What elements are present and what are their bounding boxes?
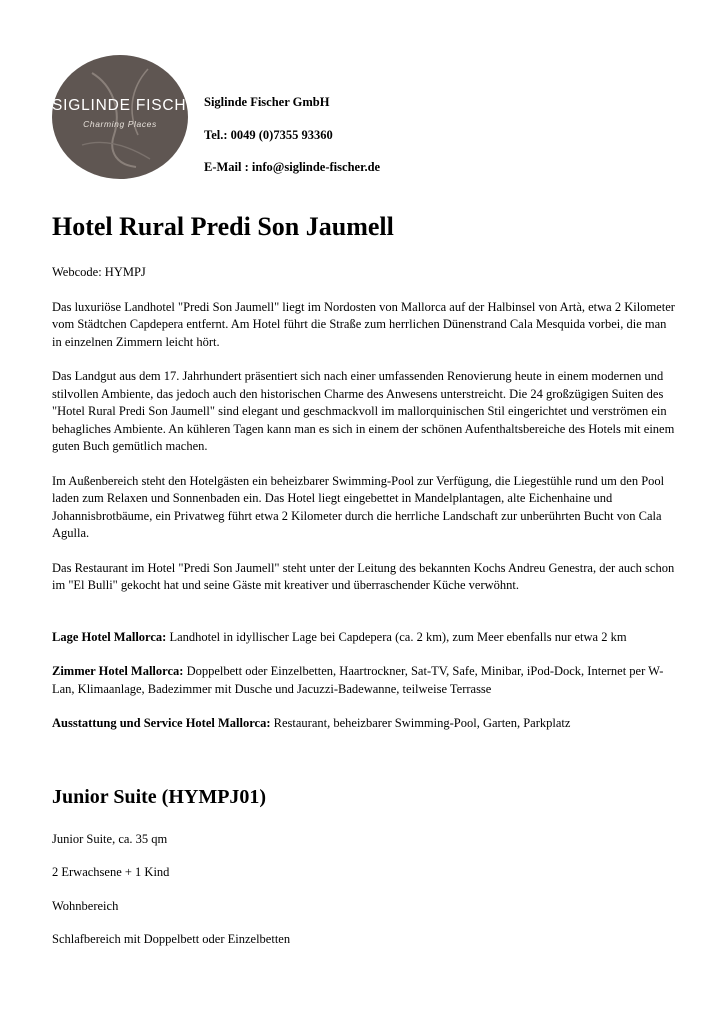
- webcode: Webcode: HYMPJ: [52, 265, 146, 279]
- feature-amenities: [52, 715, 677, 733]
- feature-text: Restaurant, beheizbarer Swimming-Pool, Garten, Parkplatz: [270, 716, 571, 730]
- description-paragraph: Das Restaurant im Hotel "Predi Son Jaumell" steht unter der Leitung des bekannten Kochs Andreu Genestra, der auch schon im "El Bulli" gekocht hat und seine Gäste mit kreativer und überraschender Küche verwöhnt.: [52, 560, 675, 592]
- room-detail: 2 Erwachsene + 1 Kind: [52, 865, 170, 879]
- description-paragraph: Im Außenbereich steht den Hotelgästen ein beheizbarer Swimming-Pool zur Verfügung, die Liegestühle rund um den Pool laden zum Relaxen und Sonnenbaden ein. Das Hotel liegt eingebettet in Mandelplantagen, alte Eichenhaine und Johannisbrotbäume, ein Privatweg führt etwa 2 Kilometer durch die herrliche Landschaft zur unberührten Bucht von Cala Agulla.: [52, 473, 665, 540]
- description-paragraph: Das Landgut aus dem 17. Jahrhundert präsentiert sich nach einer umfassenden Renovierung heute in einem modernen und stilvollen Ambiente, das jedoch auch den historischen Charme des Anwesens unterstreicht. Die 24 großzügigen Suiten des "Hotel Rural Predi Son Jaumell" sind elegant und geschmackvoll im mallorquinischen Stil eingerichtet und verströmen ein behagliches Ambiente. An kühleren Tagen kann man es sich in einem der schönen Aufenthaltsbereiche des Hotels mit einem guten Buch gemütlich machen.: [52, 369, 675, 453]
- feature-label: Lage Hotel Mallorca:: [52, 629, 167, 644]
- room-detail: Wohnbereich: [52, 898, 119, 913]
- company-name: Siglinde Fischer GmbH: [204, 95, 330, 109]
- feature-text: Landhotel in idyllischer Lage bei Capdepera (ca. 2 km), zum Meer ebenfalls nur etwa 2 km: [166, 629, 627, 644]
- company-logo: [52, 55, 210, 179]
- feature-label: Ausstattung und Service Hotel Mallorca:: [52, 716, 271, 730]
- feature-rooms: [52, 663, 677, 698]
- feature-location: [52, 629, 677, 647]
- room-detail: Schlafbereich mit Doppelbett oder Einzelbetten: [52, 932, 291, 946]
- room-title: Junior Suite (HYMPJ01): [52, 785, 267, 808]
- logo-swirl-graphic: [52, 55, 210, 179]
- description-paragraph: Das luxuriöse Landhotel "Predi Son Jaumell" liegt im Nordosten von Mallorca auf der Halbinsel von Artà, etwa 2 Kilometer vom Städtchen Capdepera entfernt. Am Hotel führt die Straße zum herrlichen Dünenstrand Cala Mesquida vorbei, die man in einzelnen Zimmern leicht hört.: [52, 299, 675, 349]
- hotel-title: Hotel Rural Predi Son Jaumell: [52, 212, 394, 241]
- document-body: [52, 208, 677, 949]
- company-email: E-Mail : info@siglinde-fischer.de: [204, 160, 381, 174]
- company-phone: Tel.: 0049 (0)7355 93360: [204, 128, 333, 142]
- feature-text: Doppelbett oder Einzelbetten, Haartrockner, Sat-TV, Safe, Minibar, iPod-Dock, Internet per W-Lan, Klimaanlage, Badezimmer mit Dusche und Jacuzzi-Badewanne, teilweise Terrasse: [52, 664, 664, 696]
- logo-tagline-text: Charming Places: [83, 119, 157, 129]
- logo-name-text: SIGLINDE FISCHER: [52, 97, 210, 114]
- feature-label: Zimmer Hotel Mallorca:: [52, 664, 184, 678]
- room-detail: Junior Suite, ca. 35 qm: [52, 831, 168, 846]
